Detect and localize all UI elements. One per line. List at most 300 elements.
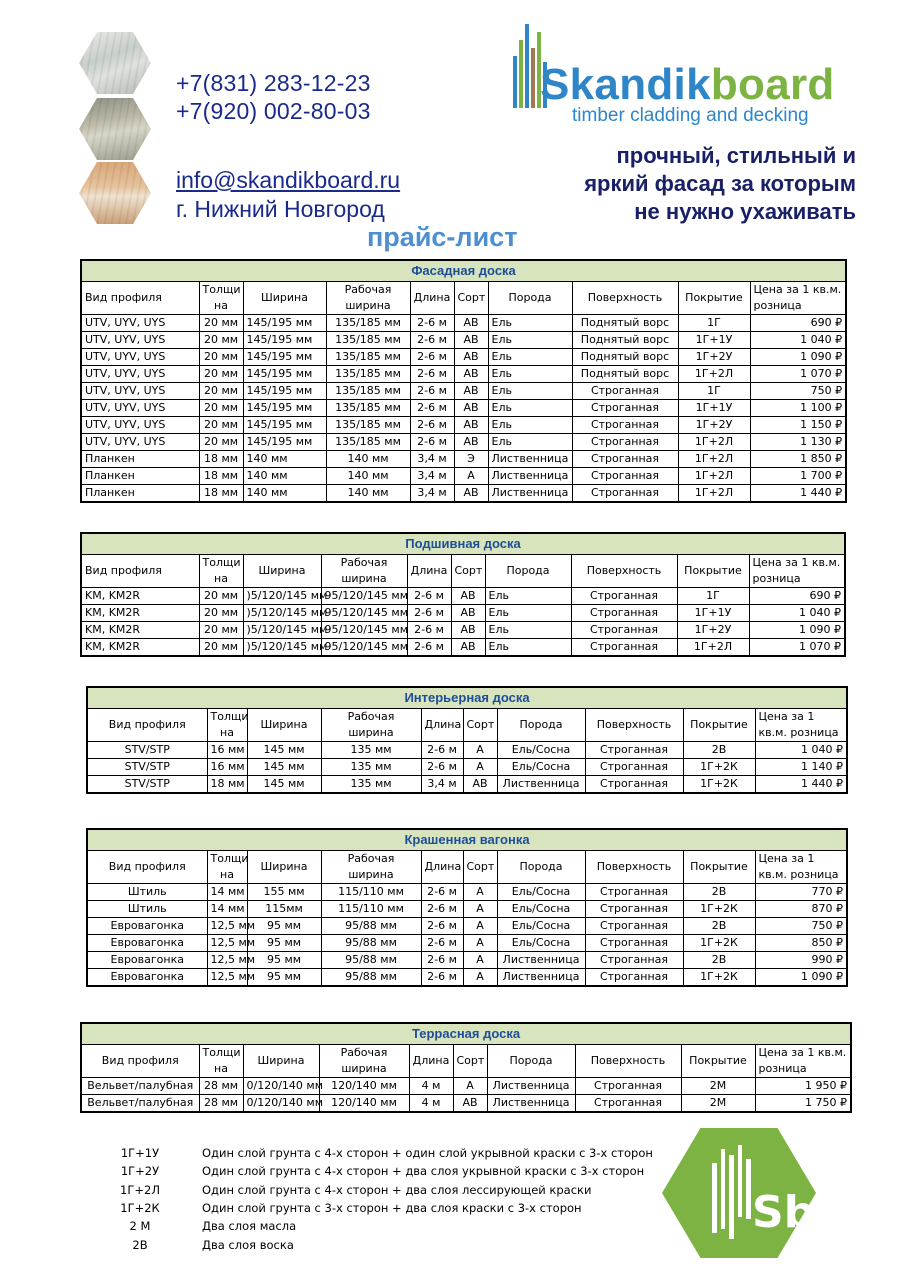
column-header-width: Ширина: [243, 555, 321, 588]
legend-description: Один слой грунта с 3-х сторон + два слоя краски с 3-х сторон: [202, 1200, 582, 1215]
cell-grade: А: [463, 884, 497, 901]
cell-width: )5/120/145 мм: [243, 605, 321, 622]
cell-wood: Лиственница: [497, 776, 585, 794]
phone-1[interactable]: +7(831) 283-12-23: [176, 70, 371, 96]
brand-logo: [540, 60, 835, 110]
cell-working-width: 95/120/145 мм: [321, 639, 407, 657]
cell-grade: АВ: [454, 485, 488, 503]
cell-grade: АВ: [454, 366, 488, 383]
cell-working-width: 95/88 мм: [321, 969, 421, 987]
cell-width: 0/120/140 мм: [243, 1095, 319, 1113]
cell-working-width: 140 мм: [326, 468, 410, 485]
cell-wood: Лиственница: [497, 952, 585, 969]
cell-length: 2-6 м: [421, 952, 463, 969]
cell-wood: Ель: [485, 639, 571, 657]
logo-tagline: timber cladding and decking: [572, 105, 809, 126]
column-header-surface: Поверхность: [571, 555, 677, 588]
cell-profile: STV/STP: [87, 759, 207, 776]
cell-profile: UTV, UYV, UYS: [81, 434, 199, 451]
cell-length: 2-6 м: [421, 901, 463, 918]
cell-thickness: 20 мм: [199, 400, 243, 417]
cell-price: 1 440 ₽: [755, 776, 847, 794]
column-header-working-width: Рабочая ширина: [319, 1045, 409, 1078]
table-title: Крашенная вагонка: [87, 829, 847, 851]
cell-surface: Строганная: [572, 417, 678, 434]
cell-width: 145/195 мм: [243, 383, 326, 400]
cell-length: 2-6 м: [410, 349, 454, 366]
table-row: [81, 417, 846, 434]
cell-working-width: 95/88 мм: [321, 935, 421, 952]
column-header-surface: Поверхность: [585, 709, 683, 742]
cell-wood: Лиственница: [487, 1078, 575, 1095]
cell-thickness: 16 мм: [207, 742, 247, 759]
cell-thickness: 14 мм: [207, 901, 247, 918]
cell-working-width: 95/88 мм: [321, 952, 421, 969]
column-header-surface: Поверхность: [572, 282, 678, 315]
column-header-grade: Сорт: [454, 282, 488, 315]
cell-price: 1 040 ₽: [755, 742, 847, 759]
cell-profile: UTV, UYV, UYS: [81, 417, 199, 434]
cell-thickness: 18 мм: [199, 485, 243, 503]
table-row: [87, 935, 847, 952]
table-row: [87, 901, 847, 918]
cell-coating: 1Г+2Л: [677, 639, 749, 657]
cell-price: 850 ₽: [755, 935, 847, 952]
cell-surface: Строганная: [585, 952, 683, 969]
cell-price: 1 140 ₽: [755, 759, 847, 776]
product-photo-plank: [79, 162, 151, 224]
cell-grade: А: [463, 759, 497, 776]
column-header-price: Цена за 1 кв.м. розница: [755, 851, 847, 884]
slogan-line-2: яркий фасад за которым: [584, 171, 856, 196]
cell-profile: Планкен: [81, 468, 199, 485]
cell-wood: Ель: [488, 383, 572, 400]
cell-length: 2-6 м: [421, 742, 463, 759]
cell-profile: Штиль: [87, 901, 207, 918]
cell-grade: АВ: [454, 417, 488, 434]
table-row: [81, 622, 845, 639]
cell-surface: Строганная: [585, 742, 683, 759]
cell-price: 1 130 ₽: [750, 434, 846, 451]
legend-description: Два слоя масла: [202, 1219, 297, 1234]
cell-working-width: 120/140 мм: [319, 1078, 409, 1095]
table-row: [81, 468, 846, 485]
cell-grade: АВ: [454, 349, 488, 366]
column-header-profile: Вид профиля: [81, 555, 199, 588]
cell-profile: STV/STP: [87, 776, 207, 794]
cell-length: 2-6 м: [407, 588, 451, 605]
table-row: [81, 588, 845, 605]
cell-length: 3,4 м: [410, 485, 454, 503]
cell-coating: 1Г+2К: [683, 969, 755, 987]
table-row: [87, 776, 847, 794]
legend-code: 1Г+1У: [120, 1146, 160, 1160]
cell-surface: Строганная: [572, 451, 678, 468]
city-label: г. Нижний Новгород: [176, 196, 385, 222]
cell-width: 145/195 мм: [243, 400, 326, 417]
table-header-row: [81, 282, 846, 315]
cell-surface: Поднятый ворс: [572, 315, 678, 332]
cell-profile: UTV, UYV, UYS: [81, 349, 199, 366]
cell-profile: UTV, UYV, UYS: [81, 383, 199, 400]
column-header-width: Ширина: [247, 851, 321, 884]
cell-price: 1 090 ₽: [750, 349, 846, 366]
cell-length: 2-6 м: [421, 918, 463, 935]
cell-surface: Строганная: [575, 1095, 681, 1113]
cell-grade: АВ: [454, 400, 488, 417]
cell-grade: АВ: [454, 434, 488, 451]
table-title: Подшивная доска: [81, 533, 845, 555]
cell-wood: Лиственница: [488, 451, 572, 468]
column-header-length: Длина: [407, 555, 451, 588]
cell-surface: Поднятый ворс: [572, 349, 678, 366]
cell-length: 2-6 м: [407, 639, 451, 657]
cell-wood: Ель/Сосна: [497, 901, 585, 918]
cell-thickness: 20 мм: [199, 349, 243, 366]
column-header-thickness: Толщи на: [199, 282, 243, 315]
cell-coating: 2М: [681, 1095, 755, 1113]
cell-width: 145/195 мм: [243, 315, 326, 332]
cell-wood: Лиственница: [488, 485, 572, 503]
cell-surface: Строганная: [571, 605, 677, 622]
column-header-grade: Сорт: [463, 709, 497, 742]
phone-2[interactable]: +7(920) 002-80-03: [176, 98, 371, 124]
table-row: [87, 969, 847, 987]
cell-width: 115мм: [247, 901, 321, 918]
cell-width: 145/195 мм: [243, 417, 326, 434]
cell-working-width: 135/185 мм: [326, 366, 410, 383]
cell-coating: 1Г: [678, 383, 750, 400]
column-header-grade: Сорт: [451, 555, 485, 588]
cell-wood: Ель/Сосна: [497, 742, 585, 759]
column-header-thickness: Толщи на: [207, 709, 247, 742]
cell-coating: 1Г+2Л: [678, 485, 750, 503]
cell-surface: Строганная: [585, 918, 683, 935]
cell-wood: Ель: [485, 605, 571, 622]
cell-thickness: 20 мм: [199, 605, 243, 622]
cell-price: 690 ₽: [749, 588, 845, 605]
cell-grade: АВ: [454, 332, 488, 349]
cell-grade: А: [463, 935, 497, 952]
cell-width: 95 мм: [247, 935, 321, 952]
table-row: [81, 383, 846, 400]
cell-profile: Евровагонка: [87, 952, 207, 969]
cell-profile: Евровагонка: [87, 935, 207, 952]
cell-price: 1 950 ₽: [755, 1078, 851, 1095]
table-row: [87, 884, 847, 901]
legend-description: Один слой грунта с 4-х сторон + два слоя лессирующей краски: [202, 1182, 592, 1197]
cell-wood: Ель: [488, 366, 572, 383]
table-title: Фасадная доска: [81, 260, 846, 282]
slogan-line-3: не нужно ухаживать: [634, 199, 856, 224]
cell-thickness: 12,5 мм: [207, 969, 247, 987]
cell-coating: 1Г+1У: [678, 332, 750, 349]
column-header-width: Ширина: [247, 709, 321, 742]
cell-length: 2-6 м: [410, 417, 454, 434]
cell-working-width: 115/110 мм: [321, 884, 421, 901]
cell-grade: А: [463, 969, 497, 987]
cell-length: 3,4 м: [410, 468, 454, 485]
cell-surface: Строганная: [571, 588, 677, 605]
cell-width: 145 мм: [247, 776, 321, 794]
cell-grade: А: [463, 901, 497, 918]
cell-coating: 2В: [683, 884, 755, 901]
table-header-row: [81, 1045, 851, 1078]
cell-wood: Ель: [488, 400, 572, 417]
cell-surface: Строганная: [585, 901, 683, 918]
cell-surface: Поднятый ворс: [572, 332, 678, 349]
table-row: [81, 349, 846, 366]
cell-coating: 1Г+2К: [683, 935, 755, 952]
cell-coating: 1Г+2У: [678, 417, 750, 434]
cell-surface: Строганная: [575, 1078, 681, 1095]
cell-coating: 1Г+1У: [678, 400, 750, 417]
cell-wood: Ель: [488, 332, 572, 349]
cell-thickness: 20 мм: [199, 366, 243, 383]
cell-profile: Вельвет/палубная: [81, 1078, 199, 1095]
cell-profile: Евровагонка: [87, 918, 207, 935]
cell-coating: 1Г: [677, 588, 749, 605]
cell-thickness: 14 мм: [207, 884, 247, 901]
cell-surface: Строганная: [585, 776, 683, 794]
cell-price: 1 850 ₽: [750, 451, 846, 468]
cell-price: 1 090 ₽: [749, 622, 845, 639]
cell-surface: Строганная: [572, 400, 678, 417]
cell-wood: Ель/Сосна: [497, 918, 585, 935]
cell-profile: Планкен: [81, 451, 199, 468]
cell-wood: Ель: [488, 315, 572, 332]
table-title: Интерьерная доска: [87, 687, 847, 709]
cell-price: 750 ₽: [750, 383, 846, 400]
cell-wood: Лиственница: [487, 1095, 575, 1113]
cell-length: 2-6 м: [421, 969, 463, 987]
cell-coating: 2М: [681, 1078, 755, 1095]
logo-part-1: Skandik: [540, 60, 711, 109]
cell-wood: Ель: [488, 434, 572, 451]
cell-grade: А: [463, 918, 497, 935]
cell-length: 4 м: [409, 1078, 453, 1095]
cell-coating: 1Г+2Л: [678, 451, 750, 468]
cell-thickness: 20 мм: [199, 434, 243, 451]
cell-working-width: 135 мм: [321, 759, 421, 776]
cell-price: 1 090 ₽: [755, 969, 847, 987]
table-row: [81, 332, 846, 349]
column-header-surface: Поверхность: [585, 851, 683, 884]
cell-working-width: 120/140 мм: [319, 1095, 409, 1113]
cell-length: 4 м: [409, 1095, 453, 1113]
cell-length: 2-6 м: [421, 935, 463, 952]
cell-working-width: 135/185 мм: [326, 332, 410, 349]
cell-surface: Строганная: [585, 935, 683, 952]
column-header-working-width: Рабочая ширина: [321, 851, 421, 884]
cell-thickness: 12,5 мм: [207, 952, 247, 969]
cell-length: 3,4 м: [421, 776, 463, 794]
cell-price: 1 440 ₽: [750, 485, 846, 503]
cell-thickness: 20 мм: [199, 383, 243, 400]
cell-width: 155 мм: [247, 884, 321, 901]
cell-price: 990 ₽: [755, 952, 847, 969]
cell-width: 145 мм: [247, 742, 321, 759]
column-header-coating: Покрытие: [677, 555, 749, 588]
cell-price: 1 070 ₽: [750, 366, 846, 383]
cell-price: 1 750 ₽: [755, 1095, 851, 1113]
cell-coating: 1Г+2У: [678, 349, 750, 366]
table-row: [81, 451, 846, 468]
cell-price: 870 ₽: [755, 901, 847, 918]
cell-width: 140 мм: [243, 485, 326, 503]
cell-grade: АВ: [451, 639, 485, 657]
product-photo-board: [79, 98, 151, 160]
cell-thickness: 20 мм: [199, 315, 243, 332]
cell-profile: Штиль: [87, 884, 207, 901]
cell-wood: Ель/Сосна: [497, 759, 585, 776]
cell-coating: 1Г+2К: [683, 901, 755, 918]
cell-coating: 2В: [683, 742, 755, 759]
column-header-thickness: Толщи на: [199, 1045, 243, 1078]
column-header-length: Длина: [409, 1045, 453, 1078]
cell-thickness: 28 мм: [199, 1078, 243, 1095]
cell-grade: АВ: [454, 383, 488, 400]
table-row: [81, 400, 846, 417]
cell-working-width: 115/110 мм: [321, 901, 421, 918]
cell-price: 1 150 ₽: [750, 417, 846, 434]
cell-thickness: 20 мм: [199, 332, 243, 349]
column-header-price: Цена за 1 кв.м. розница: [755, 709, 847, 742]
email-link[interactable]: info@skandikboard.ru: [176, 167, 401, 193]
cell-wood: Ель/Сосна: [497, 935, 585, 952]
column-header-profile: Вид профиля: [87, 709, 207, 742]
table-facade: [80, 259, 847, 503]
column-header-wood: Порода: [497, 709, 585, 742]
cell-profile: Вельвет/палубная: [81, 1095, 199, 1113]
cell-grade: АВ: [451, 588, 485, 605]
column-header-coating: Покрытие: [681, 1045, 755, 1078]
cell-profile: KM, KM2R: [81, 622, 199, 639]
cell-price: 1 040 ₽: [750, 332, 846, 349]
cell-width: 140 мм: [243, 451, 326, 468]
logo-part-2: board: [710, 60, 835, 109]
column-header-wood: Порода: [497, 851, 585, 884]
cell-working-width: 140 мм: [326, 451, 410, 468]
cell-thickness: 18 мм: [207, 776, 247, 794]
cell-price: 690 ₽: [750, 315, 846, 332]
cell-width: 140 мм: [243, 468, 326, 485]
cell-surface: Строганная: [585, 884, 683, 901]
table-soffit: [80, 532, 846, 657]
cell-grade: А: [463, 952, 497, 969]
cell-surface: Строганная: [572, 383, 678, 400]
cell-grade: АВ: [454, 315, 488, 332]
cell-surface: Строганная: [572, 434, 678, 451]
table-painted-lining: [86, 828, 848, 987]
column-header-coating: Покрытие: [683, 851, 755, 884]
column-header-wood: Порода: [485, 555, 571, 588]
cell-width: 0/120/140 мм: [243, 1078, 319, 1095]
legend-description: Два слоя воска: [202, 1237, 294, 1252]
table-row: [81, 605, 845, 622]
cell-grade: АВ: [451, 605, 485, 622]
sb-logo-text: Sb: [752, 1187, 816, 1238]
column-header-width: Ширина: [243, 282, 326, 315]
cell-working-width: 135/185 мм: [326, 349, 410, 366]
cell-price: 1 100 ₽: [750, 400, 846, 417]
table-row: [81, 639, 845, 657]
cell-surface: Строганная: [571, 639, 677, 657]
cell-grade: АВ: [453, 1095, 487, 1113]
cell-grade: А: [463, 742, 497, 759]
cell-width: )5/120/145 мм: [243, 622, 321, 639]
legend-description: Один слой грунта с 4-х сторон + один слой укрывной краски с 3-х сторон: [202, 1146, 653, 1160]
cell-length: 2-6 м: [410, 434, 454, 451]
column-header-profile: Вид профиля: [87, 851, 207, 884]
cell-profile: Планкен: [81, 485, 199, 503]
table-row: [81, 1095, 851, 1113]
cell-length: 2-6 м: [410, 332, 454, 349]
table-row: [87, 759, 847, 776]
cell-width: 145/195 мм: [243, 332, 326, 349]
cell-working-width: 135/185 мм: [326, 434, 410, 451]
cell-wood: Ель: [488, 349, 572, 366]
cell-thickness: 20 мм: [199, 622, 243, 639]
column-header-wood: Порода: [488, 282, 572, 315]
cell-coating: 2В: [683, 952, 755, 969]
table-row: [81, 1078, 851, 1095]
table-header-row: [87, 851, 847, 884]
cell-working-width: 135 мм: [321, 776, 421, 794]
cell-thickness: 28 мм: [199, 1095, 243, 1113]
cell-wood: Ель: [488, 417, 572, 434]
cell-length: 2-6 м: [407, 605, 451, 622]
table-row: [81, 434, 846, 451]
cell-width: 145/195 мм: [243, 366, 326, 383]
column-header-working-width: Рабочая ширина: [321, 555, 407, 588]
column-header-price: Цена за 1 кв.м. розница: [750, 282, 846, 315]
table-row: [81, 366, 846, 383]
cell-working-width: 140 мм: [326, 485, 410, 503]
cell-length: 2-6 м: [410, 366, 454, 383]
cell-surface: Строганная: [585, 969, 683, 987]
cell-width: 95 мм: [247, 969, 321, 987]
cell-working-width: 135/185 мм: [326, 417, 410, 434]
column-header-working-width: Рабочая ширина: [326, 282, 410, 315]
cell-width: 95 мм: [247, 918, 321, 935]
cell-thickness: 18 мм: [199, 451, 243, 468]
cell-working-width: 95/120/145 мм: [321, 588, 407, 605]
column-header-coating: Покрытие: [678, 282, 750, 315]
cell-wood: Ель/Сосна: [497, 884, 585, 901]
column-header-profile: Вид профиля: [81, 282, 199, 315]
cell-working-width: 135/185 мм: [326, 383, 410, 400]
legend-description: Один слой грунта с 4-х сторон + два слоя укрывной краски с 3-х сторон: [202, 1164, 645, 1179]
cell-grade: АВ: [463, 776, 497, 794]
cell-wood: Ель: [485, 588, 571, 605]
cell-wood: Ель: [485, 622, 571, 639]
cell-wood: Лиственница: [497, 969, 585, 987]
column-header-width: Ширина: [243, 1045, 319, 1078]
cell-profile: UTV, UYV, UYS: [81, 332, 199, 349]
cell-working-width: 95/88 мм: [321, 918, 421, 935]
cell-grade: Э: [454, 451, 488, 468]
cell-thickness: 12,5 мм: [207, 935, 247, 952]
column-header-price: Цена за 1 кв.м. розница: [749, 555, 845, 588]
cell-length: 2-6 м: [421, 759, 463, 776]
cell-profile: KM, KM2R: [81, 588, 199, 605]
cell-profile: UTV, UYV, UYS: [81, 400, 199, 417]
cell-thickness: 20 мм: [199, 588, 243, 605]
cell-coating: 1Г+1У: [677, 605, 749, 622]
cell-length: 2-6 м: [421, 884, 463, 901]
cell-surface: Строганная: [571, 622, 677, 639]
